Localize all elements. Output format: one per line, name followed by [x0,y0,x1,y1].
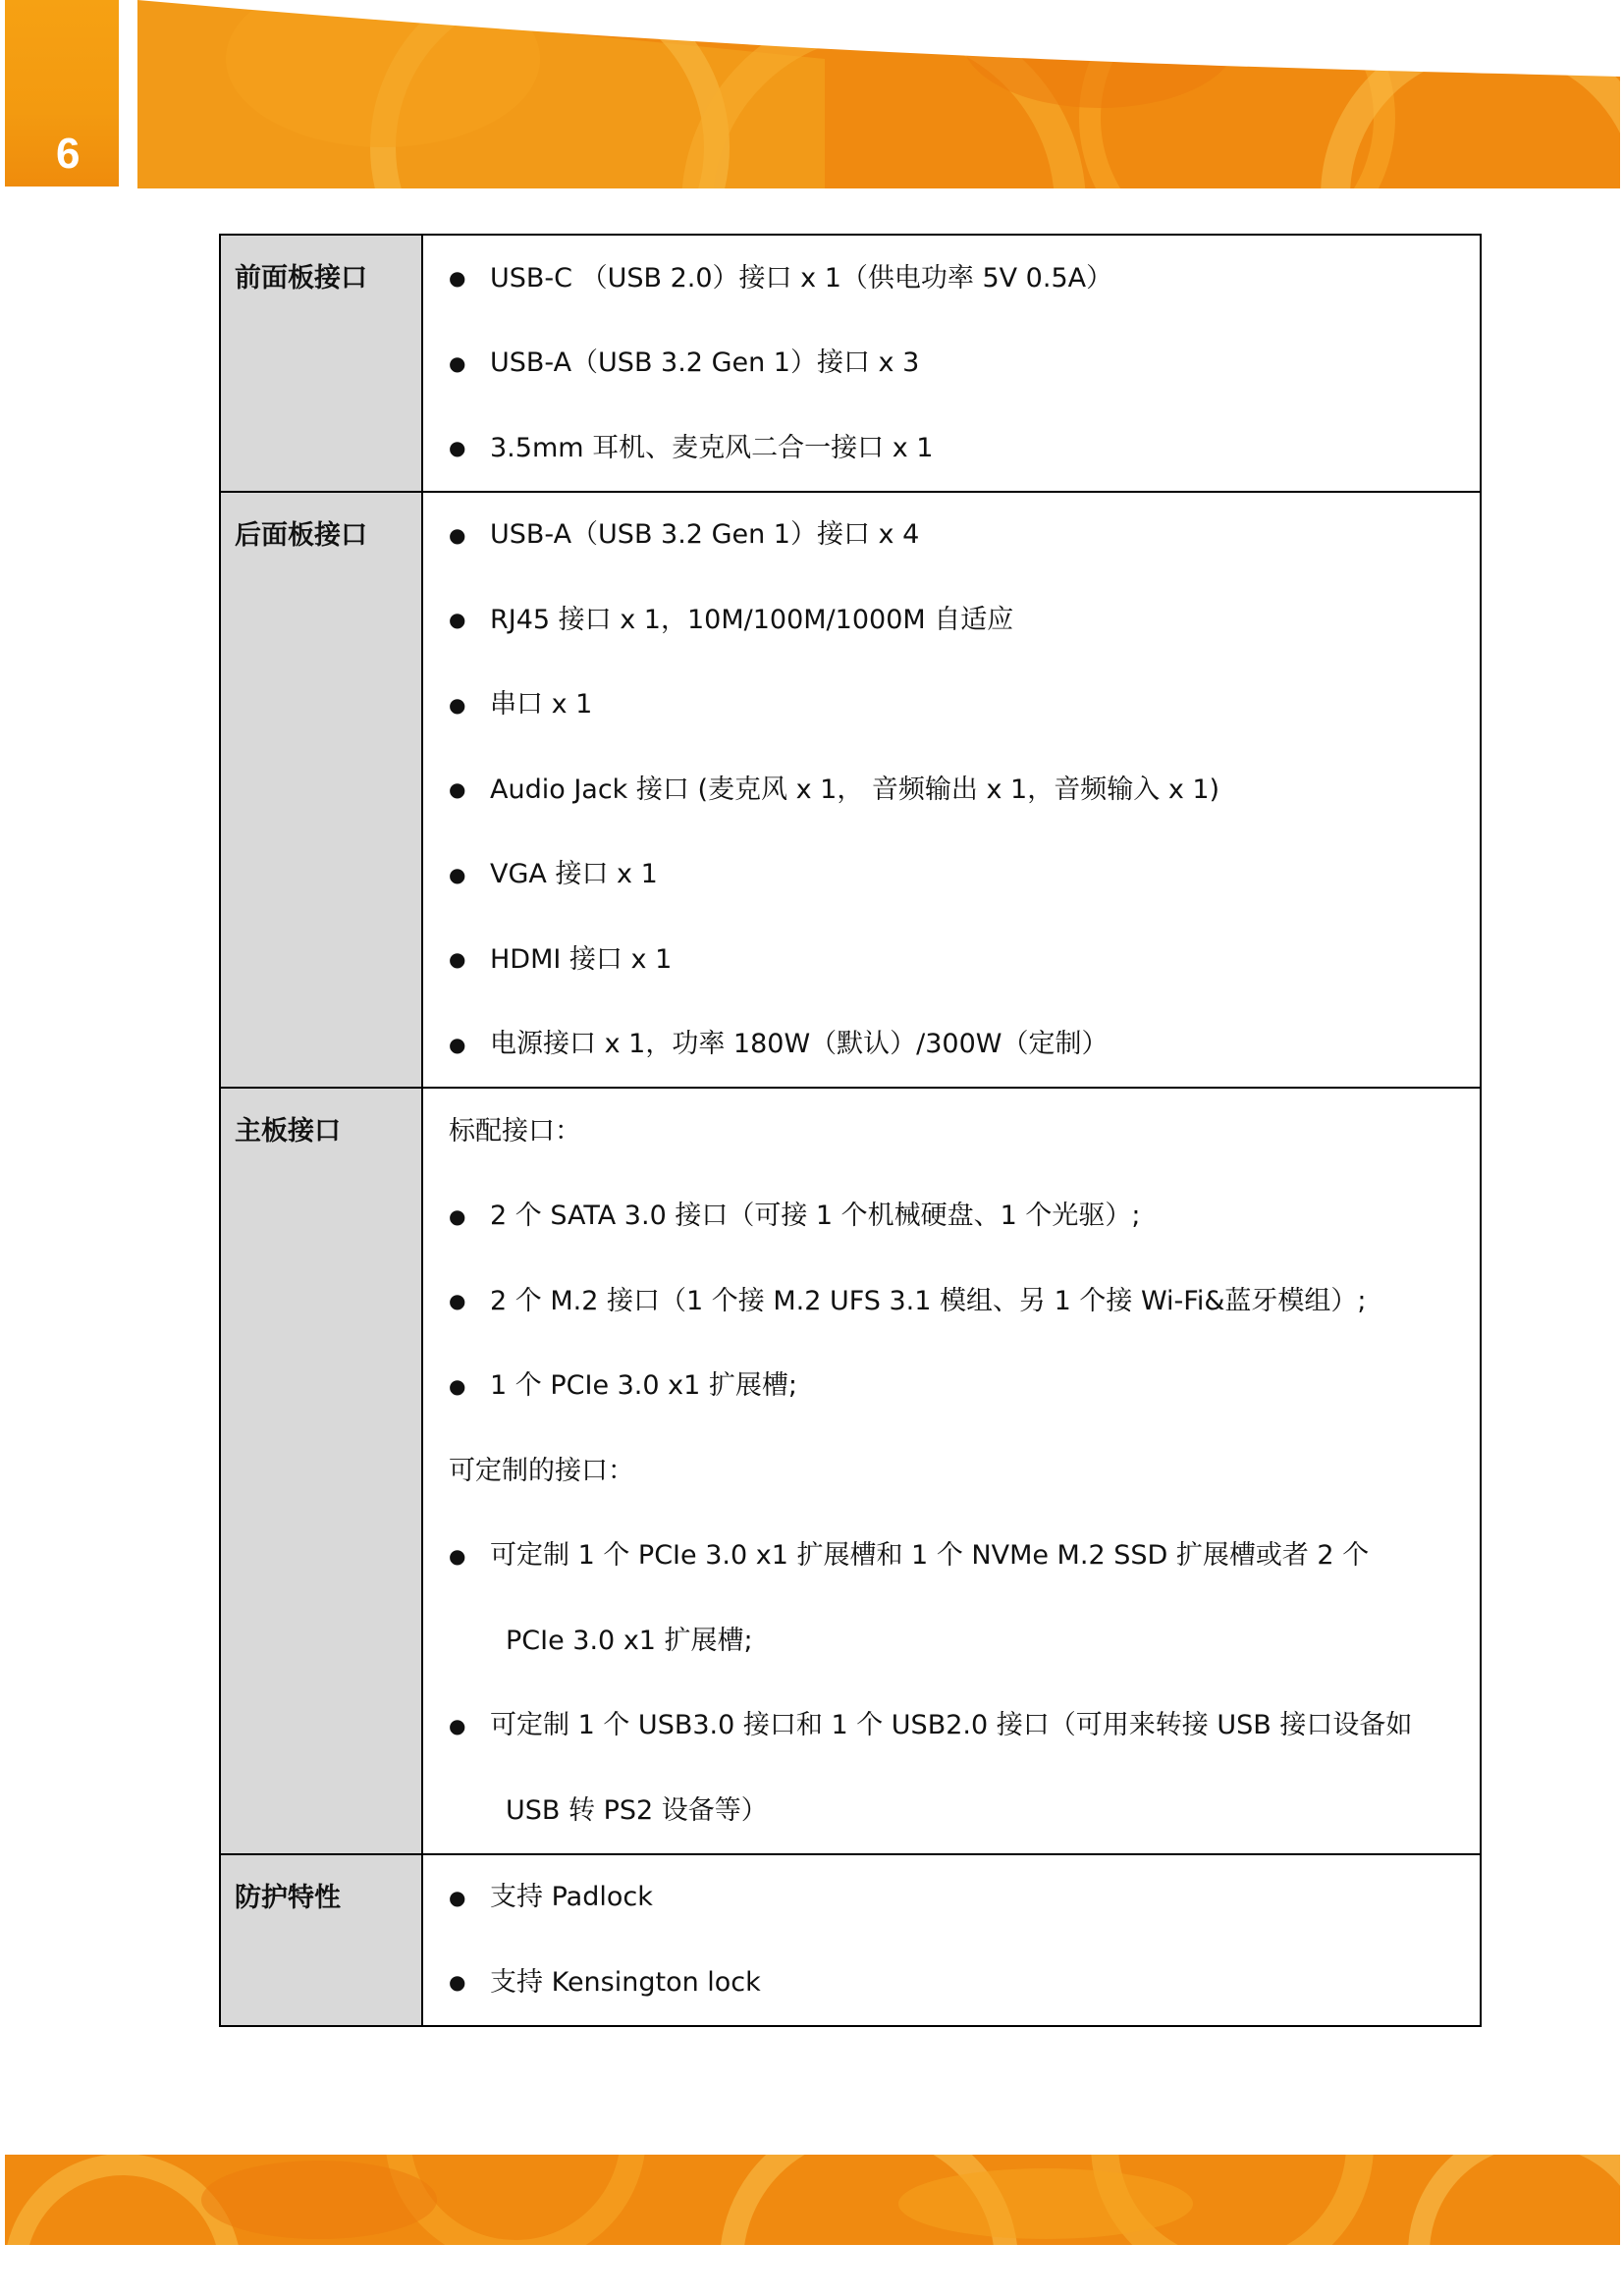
standard-heading: 标配接口： [449,1115,581,1147]
list-item [449,1002,1480,1088]
list-item-text: 1 个 PCIe 3.0 x1 扩展槽; [490,1370,797,1402]
list-item-text: 2 个 SATA 3.0 接口（可接 1 个机械硬盘、1 个光驱）; [490,1201,1141,1232]
list-item-text: USB-A（USB 3.2 Gen 1）接口 x 4 [490,519,920,551]
bullet-icon: ● [449,777,466,802]
list-item [449,747,1480,832]
header-banner [137,0,1620,188]
list-item-text: 支持 Kensington lock [490,1966,761,1998]
bullet-icon: ● [449,1970,466,1995]
row-content [422,1088,1481,1854]
row-label: 前面板接口 [220,235,422,492]
row-content [422,235,1481,492]
list-item-text: USB-A（USB 3.2 Gen 1）接口 x 3 [490,347,920,379]
row-content [422,492,1481,1089]
list-item-text: USB-C （USB 2.0）接口 x 1（供电功率 5V 0.5A） [490,262,1113,294]
bullet-icon: ● [449,1032,466,1056]
list-item [449,1940,1480,2025]
bullet-icon: ● [449,1713,466,1737]
bullet-icon: ● [449,947,466,972]
row-content [422,1854,1481,2026]
row-label: 后面板接口 [220,492,422,1089]
page-number-block [5,0,119,187]
list-item-text: 2 个 M.2 接口（1 个接 M.2 UFS 3.1 模组、另 1 个接 Wi-Fi&蓝牙模组）; [490,1285,1367,1316]
list-item [449,236,1480,321]
list-item [449,1683,1480,1769]
row-label: 防护特性 [220,1854,422,2026]
page-number: 6 [56,130,81,178]
list-item-text: 可定制 1 个 PCIe 3.0 x1 扩展槽和 1 个 NVMe M.2 SSD 扩展槽或者 2 个 [490,1540,1370,1572]
list-item-text: HDMI 接口 x 1 [490,943,673,975]
bullet-icon: ● [449,1289,466,1313]
bullet-icon: ● [449,1203,466,1228]
list-item-text: 电源接口 x 1，功率 180W（默认）/300W（定制） [490,1029,1109,1060]
list-item-text: RJ45 接口 x 1，10M/100M/1000M 自适应 [490,604,1014,635]
bullet-icon: ● [449,266,466,291]
list-item-text: 支持 Padlock [490,1882,653,1913]
table-row-motherboard [220,1088,1481,1854]
spec-table [219,234,1482,2027]
row-label: 主板接口 [220,1088,422,1854]
list-item [449,663,1480,748]
table-row-protection [220,1854,1481,2026]
list-item-continuation: PCIe 3.0 x1 扩展槽; [506,1625,753,1656]
table-row-front-panel [220,235,1481,492]
bullet-icon: ● [449,862,466,886]
bullet-icon: ● [449,608,466,632]
list-item [449,1258,1480,1344]
bullet-icon: ● [449,1543,466,1568]
list-item [449,1344,1480,1429]
list-item-text: 3.5mm 耳机、麦克风二合一接口 x 1 [490,432,934,463]
table-row-rear-panel [220,492,1481,1089]
list-item [449,917,1480,1002]
bullet-icon: ● [449,692,466,717]
list-item [449,1174,1480,1259]
bullet-icon: ● [449,522,466,547]
bullet-icon: ● [449,1885,466,1909]
list-item [449,321,1480,406]
bullet-icon: ● [449,350,466,375]
list-item [449,493,1480,578]
list-item [449,577,1480,663]
list-item-text: 可定制 1 个 USB3.0 接口和 1 个 USB2.0 接口（可用来转接 USB 接口设备如 [490,1710,1413,1741]
bullet-icon: ● [449,1373,466,1398]
list-item [449,1855,1480,1941]
custom-heading: 可定制的接口： [449,1455,634,1486]
footer-banner [5,2155,1620,2245]
list-item-text: 串口 x 1 [490,689,593,721]
list-item [449,832,1480,918]
list-item-text: VGA 接口 x 1 [490,859,658,890]
bullet-icon: ● [449,436,466,460]
list-item [449,405,1480,491]
list-item [449,1514,1480,1599]
list-item-continuation: USB 转 PS2 设备等） [506,1794,768,1826]
list-item-text: Audio Jack 接口 (麦克风 x 1， 音频输出 x 1，音频输入 x 1) [490,774,1220,805]
